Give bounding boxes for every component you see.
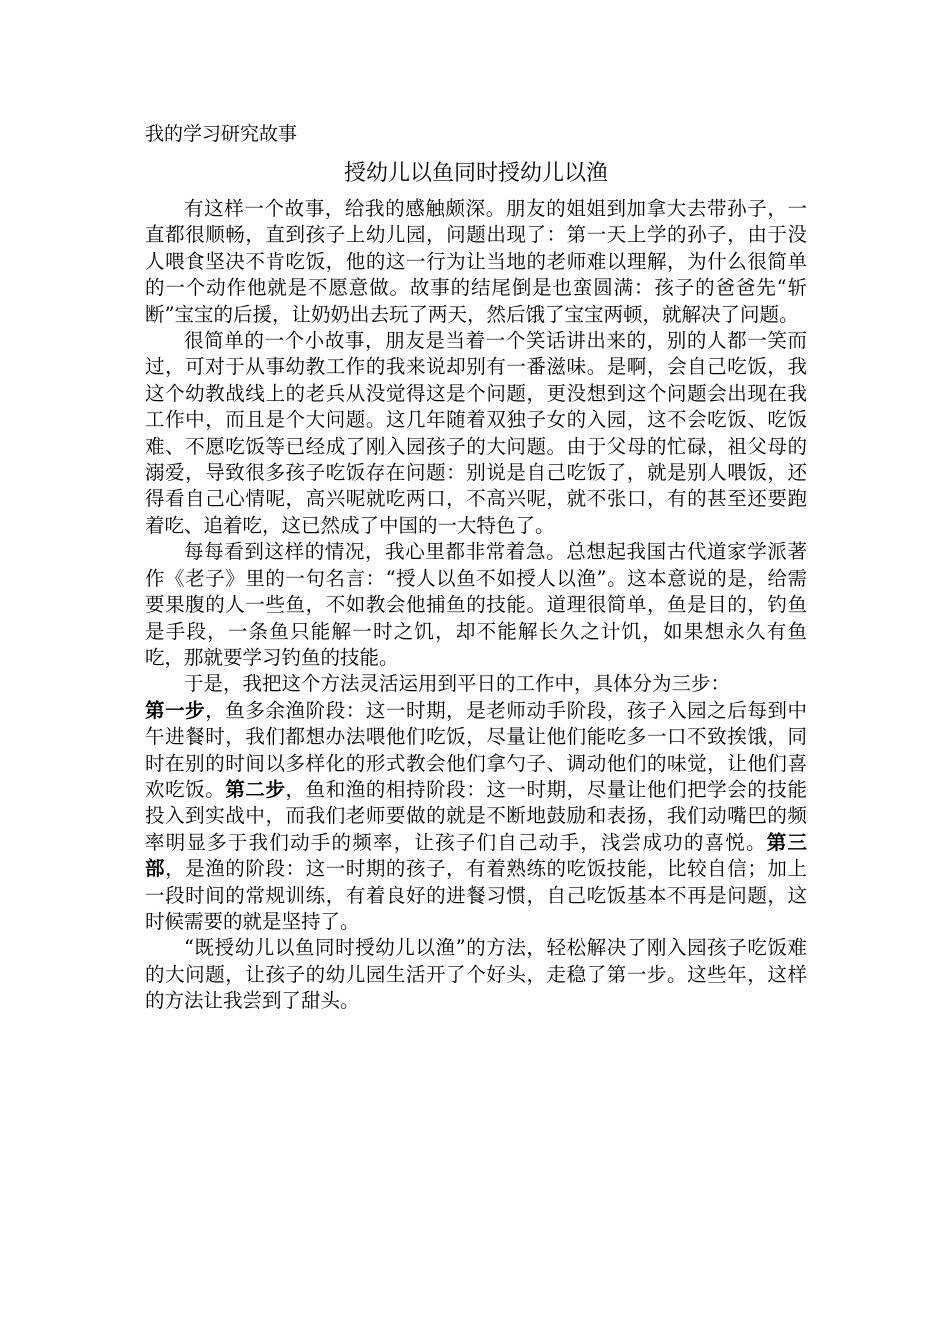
paragraph-story: 有这样一个故事，给我的感触颇深。朋友的姐姐到加拿大去带孙子，一直都很顺畅，直到孩子上幼儿园，问题出现了：第一天上学的孙子，由于没人喂食坚决不肯吃饭，他的这一行为让当地的老师难以理解，为什么很简单的一个动作他就是不愿意做。故事的结尾倒是也蛮圆满：孩子的爸爸先“斩断”宝宝的后援，让奶奶出去玩了两天，然后饿了宝宝两顿，就解决了问题。 — [145, 197, 807, 326]
document-page — [145, 120, 807, 1015]
document-label: 我的学习研究故事 — [145, 123, 298, 145]
document-title: 授幼儿以鱼同时授幼儿以渔 — [343, 161, 608, 186]
paragraph-closing: “既授幼儿以鱼同时授幼儿以渔”的方法，轻松解决了刚入园孩子吃饭难的大问题，让孩子的幼儿园生活开了个好头，走稳了第一步。这些年，这样的方法让我尝到了甜头。 — [145, 936, 807, 1013]
paragraph-laozi-quote: 每每看到这样的情况，我心里都非常着急。总想起我国古代道家学派著作《老子》里的一句名言：“授人以鱼不如授人以渔”。这本意说的是，给需要果腹的人一些鱼，不如教会他捕鱼的技能。道理很简单，鱼是目的，钓鱼是手段，一条鱼只能解一时之饥，却不能解长久之计饥，如果想永久有鱼吃，那就要学习钓鱼的技能。 — [145, 540, 807, 669]
step-3-text: ，是渔的阶段：这一时期的孩子，有着熟练的吃饭技能，比较自信；加上一段时间的常规训练，有着良好的进餐习惯，自己吃饭基本不再是问题，这时候需要的就是坚持了。 — [145, 857, 807, 933]
paragraph-reflection: 很简单的一个小故事，朋友是当着一个笑话讲出来的，别的人都一笑而过，可对于从事幼教工作的我来说却别有一番滋味。是啊，会自己吃饭，我这个幼教战线上的老兵从没觉得这是个问题，更没想到这个问题会出现在我工作中，而且是个大问题。这几年随着双独子女的入园，这不会吃饭、吃饭难、不愿吃饭等已经成了刚入园孩子的大问题。由于父母的忙碌，祖父母的溺爱，导致很多孩子吃饭存在问题：别说是自己吃饭了，就是别人喂饭，还得看自己心情呢，高兴呢就吃两口，不高兴呢，就不张口，有的甚至还要跑着吃、追着吃，这已然成了中国的一大特色了。 — [145, 329, 807, 537]
step-2-text: ，鱼和渔的相持阶段：这一时期，尽量让他们把学会的技能投入到实战中，而我们老师要做的就是不断地鼓励和表扬，我们动嘴巴的频率明显多于我们动手的频率，让孩子们自己动手，浅尝成功的喜悦。 — [145, 777, 807, 854]
paragraph-three-steps — [145, 698, 807, 936]
step-3-label: 第三部 — [145, 830, 807, 881]
paragraph-method-intro: 于是，我把这个方法灵活运用到平日的工作中，具体分为三步： — [184, 672, 731, 696]
step-1-label: 第一步 — [145, 698, 206, 722]
step-2-label: 第二步 — [225, 777, 286, 801]
step-1-text: ，鱼多余渔阶段：这一时期，是老师动手阶段，孩子入园之后每到中午进餐时，我们都想办法喂他们吃饭，尽量让他们能吃多一口不致挨饿，同时在别的时间以多样化的形式教会他们拿勺子、调动他们的味觉，让他们喜欢吃饭。 — [145, 698, 807, 801]
